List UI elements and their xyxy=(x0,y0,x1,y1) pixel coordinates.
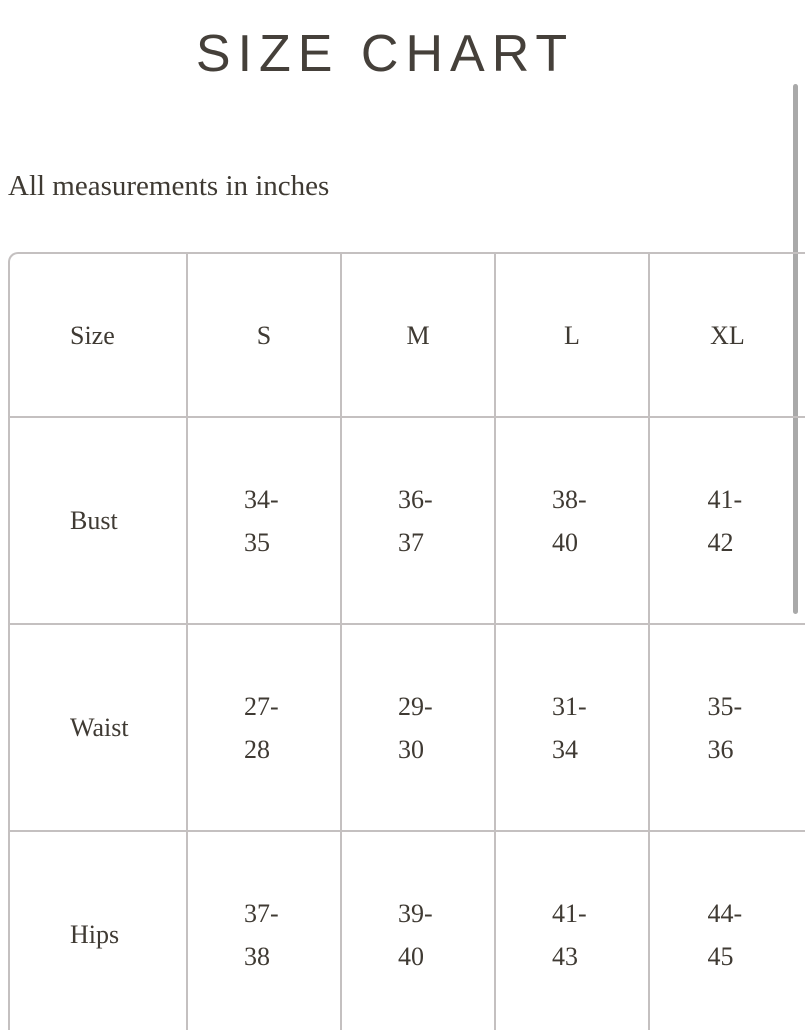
measurement-cell xyxy=(650,625,805,830)
measurement-range-start: 34- xyxy=(244,484,279,514)
measurement-cell xyxy=(496,625,650,830)
table-row-waist xyxy=(10,625,805,832)
measurement-range-start: 41- xyxy=(707,484,743,514)
measurement-range-start: 38- xyxy=(552,484,587,514)
table-row-bust xyxy=(10,418,805,625)
measurement-range-end: 36 xyxy=(707,734,734,764)
table-row-hips xyxy=(10,832,805,1030)
measurement-cell xyxy=(342,418,496,623)
measurement-cell xyxy=(650,418,805,623)
size-label: XL xyxy=(710,320,745,350)
measurement-value xyxy=(552,685,592,771)
measurement-cell xyxy=(496,418,650,623)
header-cell-xl xyxy=(650,254,805,416)
size-label: M xyxy=(406,320,430,350)
measurement-range-end: 42 xyxy=(707,527,734,557)
measurement-range-end: 34 xyxy=(552,734,578,764)
measurement-range-end: 40 xyxy=(398,941,424,971)
header-cell-l xyxy=(496,254,650,416)
measurement-value xyxy=(244,685,284,771)
measurement-range-start: 39- xyxy=(398,898,433,928)
measurement-range-end: 45 xyxy=(707,941,734,971)
measurement-range-end: 35 xyxy=(244,527,270,557)
measurement-value xyxy=(244,478,284,564)
row-label-cell xyxy=(10,418,188,623)
row-label-cell xyxy=(10,625,188,830)
row-label: Bust xyxy=(70,506,118,535)
measurement-range-start: 31- xyxy=(552,691,587,721)
measurement-value xyxy=(708,685,748,771)
header-cell-m xyxy=(342,254,496,416)
measurement-range-end: 40 xyxy=(552,527,578,557)
header-label: Size xyxy=(70,320,115,350)
measurement-cell xyxy=(342,832,496,1030)
header-cell-size-label xyxy=(10,254,188,416)
measurement-range-start: 37- xyxy=(244,898,279,928)
measurement-range-end: 28 xyxy=(244,734,270,764)
row-label: Waist xyxy=(70,713,129,742)
measurement-cell xyxy=(188,418,342,623)
measurement-range-end: 43 xyxy=(552,941,578,971)
measurement-unit-note: All measurements in inches xyxy=(8,170,330,202)
measurement-range-end: 38 xyxy=(244,941,270,971)
measurement-cell xyxy=(188,832,342,1030)
measurement-value xyxy=(398,478,438,564)
page-title: SIZE CHART xyxy=(195,25,575,83)
measurement-range-start: 44- xyxy=(707,898,743,928)
measurement-value xyxy=(708,478,748,564)
measurement-cell xyxy=(496,832,650,1030)
measurement-range-start: 35- xyxy=(707,691,743,721)
measurement-cell xyxy=(650,832,805,1030)
header-cell-s xyxy=(188,254,342,416)
measurement-value xyxy=(398,685,438,771)
measurement-value xyxy=(708,892,748,978)
measurement-range-start: 29- xyxy=(398,691,433,721)
row-label-cell xyxy=(10,832,188,1030)
measurement-range-end: 30 xyxy=(398,734,424,764)
measurement-value xyxy=(244,892,284,978)
measurement-value xyxy=(398,892,438,978)
measurement-range-start: 41- xyxy=(552,898,587,928)
table-header-row xyxy=(10,254,805,418)
size-chart-table xyxy=(8,252,805,1030)
measurement-range-end: 37 xyxy=(398,527,424,557)
measurement-range-start: 27- xyxy=(244,691,279,721)
measurement-cell xyxy=(188,625,342,830)
size-label: L xyxy=(564,320,580,350)
measurement-value xyxy=(552,478,592,564)
row-label: Hips xyxy=(70,920,120,949)
measurement-range-start: 36- xyxy=(398,484,433,514)
measurement-cell xyxy=(342,625,496,830)
size-label: S xyxy=(256,320,272,350)
measurement-value xyxy=(552,892,592,978)
